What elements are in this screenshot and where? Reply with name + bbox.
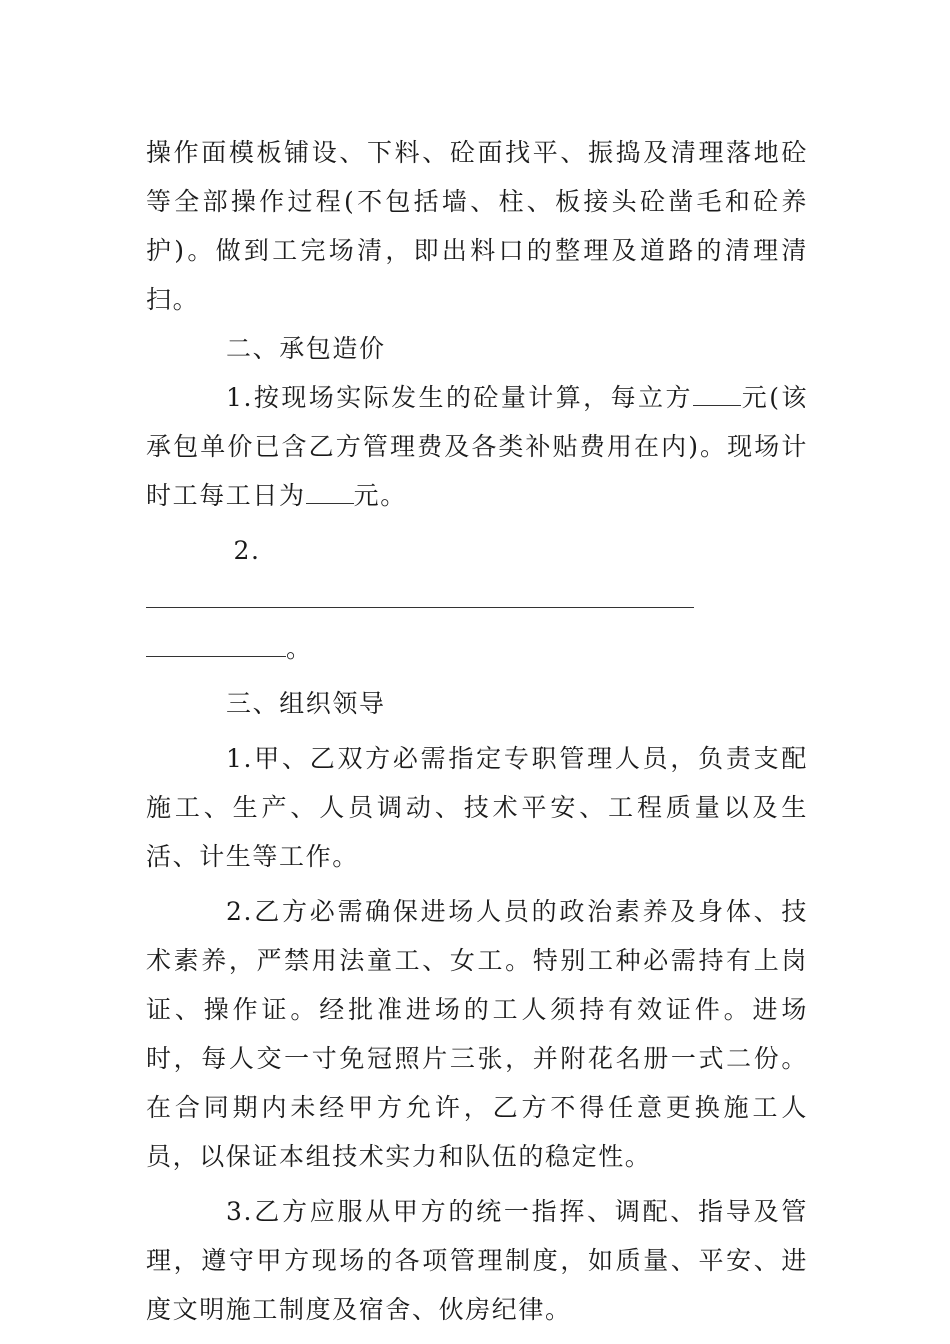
clause-price-1-text-c: 元。 — [353, 481, 407, 510]
document-body — [146, 128, 808, 1334]
fill-blank-line-short — [146, 638, 286, 657]
clause-price-2-number: 2. — [233, 536, 261, 565]
paragraph-scope: 操作面模板铺设、下料、砼面找平、振捣及清理落地砼等全部操作过程(不包括墙、柱、板接头砼凿毛和砼养护)。做到工完场清，即出料口的整理及道路的清理清扫。 — [146, 138, 808, 314]
clause-price-2 — [146, 526, 808, 624]
clause-price-2-end: 。 — [286, 634, 313, 663]
clause-price-1 — [146, 373, 808, 520]
fill-blank-line-long — [146, 589, 694, 608]
clause-organization-2: 2.乙方必需确保进场人员的政治素养及身体、技术素养，严禁用法童工、女工。特别工种必需持有上岗证、操作证。经批准进场的工人须持有效证件。进场时，每人交一寸免冠照片三张，并附花名册一式二份。在合同期内未经甲方允许，乙方不得任意更换施工人员，以保证本组技术实力和队伍的稳定性。 — [146, 897, 808, 1171]
fill-blank-unit-price — [693, 387, 741, 406]
section-heading-price: 二、承包造价 — [226, 334, 386, 363]
clause-price-1-text-b: 元(该承包单价已含乙方管理费及各类补贴费用在内)。现场计时工每工日为 — [146, 383, 808, 510]
clause-organization-3: 3.乙方应服从甲方的统一指挥、调配、指导及管理，遵守甲方现场的各项管理制度，如质量、平安、进度文明施工制度及宿舍、伙房纪律。 — [146, 1197, 808, 1324]
clause-price-2-continued — [146, 624, 808, 673]
section-heading-organization: 三、组织领导 — [226, 689, 386, 718]
clause-price-1-text-a: 1.按现场实际发生的砼量计算，每立方 — [226, 383, 693, 412]
clause-organization-1: 1.甲、乙双方必需指定专职管理人员，负责支配施工、生产、人员调动、技术平安、工程质量以及生活、计生等工作。 — [146, 744, 808, 871]
fill-blank-daily-wage — [306, 485, 354, 504]
